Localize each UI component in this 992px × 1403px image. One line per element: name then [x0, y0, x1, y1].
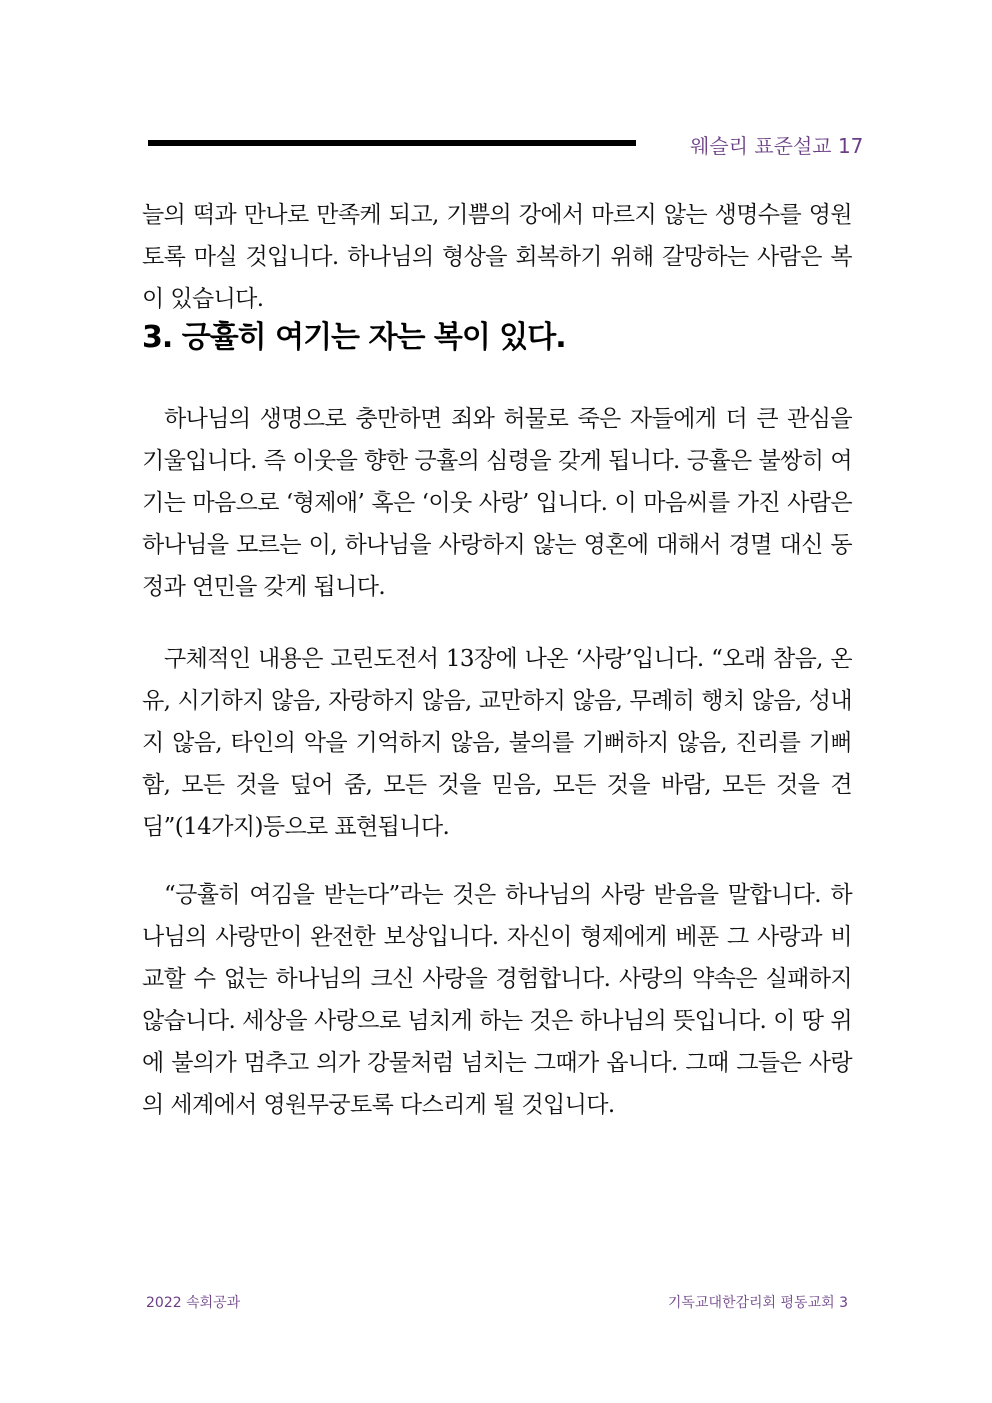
- footer-right-page-number: 기독교대한감리회 평동교회 3: [667, 1295, 848, 1311]
- section-paragraph: 구체적인 내용은 고린도전서 13장에 나온 ‘사랑’입니다. “오래 참음, 온유, 시기하지 않음, 자랑하지 않음, 교만하지 않음, 무례히 행치 않음, 성내지 않음, 타인의 악을 기억하지 않음, 불의를 기뻐하지 않음, 진리를 기뻐함, 모든 것을 덮어 줌, 모든 것을 믿음, 모든 것을 바람, 모든 것을 견딤”(14가지)등으로 표현됩니다.: [142, 646, 852, 840]
- intro-paragraph: 늘의 떡과 만나로 만족케 되고, 기쁨의 강에서 마르지 않는 생명수를 영원토록 마실 것입니다. 하나님의 형상을 회복하기 위해 갈망하는 사람은 복이 있습니다.: [142, 202, 852, 312]
- section-paragraph: 하나님의 생명으로 충만하면 죄와 허물로 죽은 자들에게 더 큰 관심을 기울입니다. 즉 이웃을 향한 긍휼의 심령을 갖게 됩니다. 긍휼은 불쌍히 여기는 마음으로 ‘형제애’ 혹은 ‘이웃 사랑’ 입니다. 이 마음씨를 가진 사람은 하나님을 모르는 이, 하나님을 사랑하지 않는 영혼에 대해서 경멸 대신 동정과 연민을 갖게 됩니다.: [142, 406, 852, 600]
- header-rule: [148, 140, 636, 146]
- footer-left: 2022 속회공과: [146, 1295, 241, 1311]
- section-paragraph: “긍휼히 여김을 받는다”라는 것은 하나님의 사랑 받음을 말합니다. 하나님의 사랑만이 완전한 보상입니다. 자신이 형제에게 베푼 그 사랑과 비교할 수 없는 하나님의 크신 사랑을 경험합니다. 사랑의 약속은 실패하지 않습니다. 세상을 사랑으로 넘치게 하는 것은 하나님의 뜻입니다. 이 땅 위에 불의가 멈추고 의가 강물처럼 넘치는 그때가 옵니다. 그때 그들은 사랑의 세계에서 영원무궁토록 다스리게 될 것입니다.: [142, 882, 852, 1118]
- intro-paragraph-block: [142, 194, 852, 320]
- running-header-title: 웨슬리 표준설교 17: [690, 134, 864, 158]
- section-paragraph-3-block: [142, 874, 852, 1126]
- section-paragraph-1-block: [142, 398, 852, 608]
- section-heading: 3. 긍휼히 여기는 자는 복이 있다.: [142, 320, 566, 355]
- section-paragraph-2-block: [142, 638, 852, 848]
